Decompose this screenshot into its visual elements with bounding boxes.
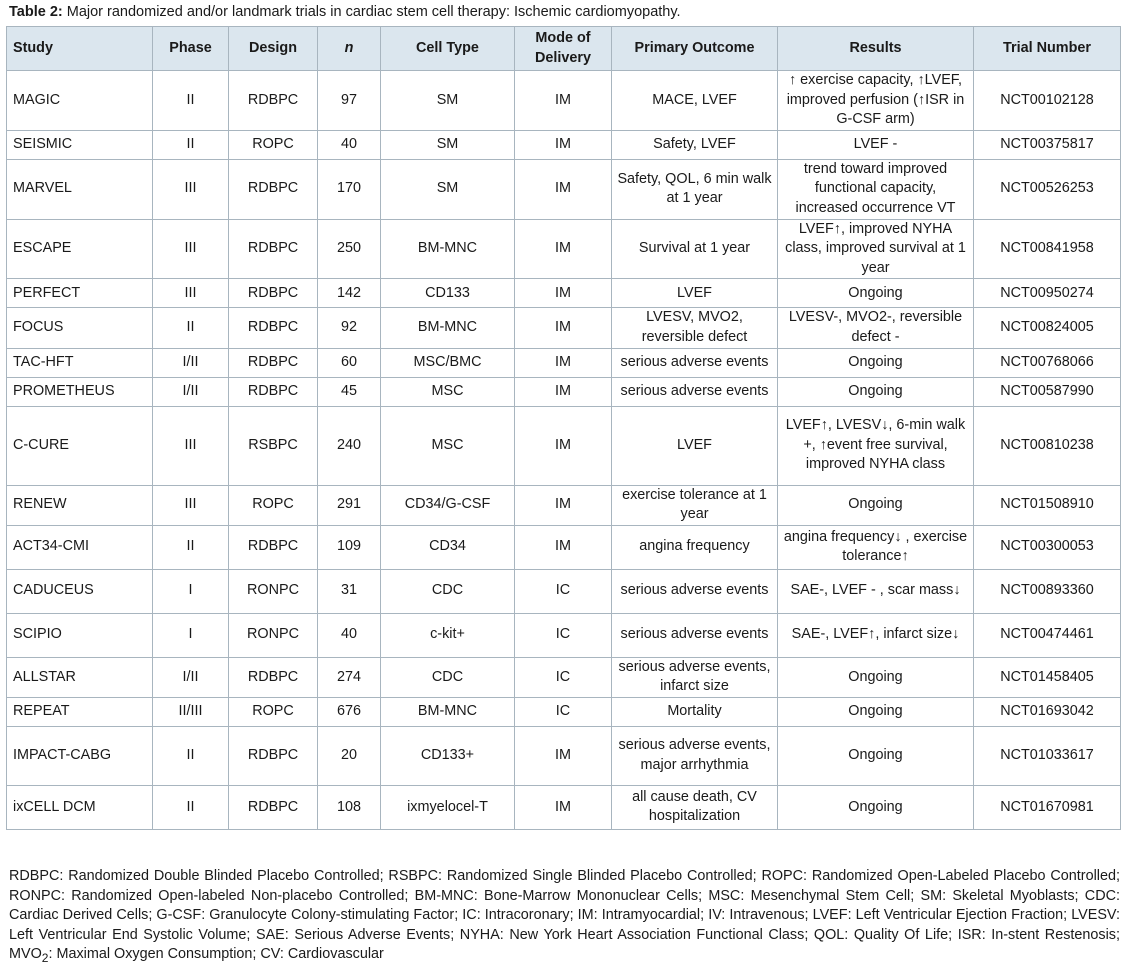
cell-n: 109 <box>318 525 381 569</box>
cell-cell-type: BM-MNC <box>381 697 515 726</box>
cell-study: C-CURE <box>7 406 153 485</box>
cell-phase: II <box>153 525 229 569</box>
cell-cell-type: CDC <box>381 569 515 613</box>
cell-design: RDBPC <box>229 657 318 697</box>
table-row <box>7 726 1121 785</box>
cell-design: ROPC <box>229 130 318 159</box>
cell-design: RDBPC <box>229 71 318 131</box>
cell-phase: III <box>153 279 229 308</box>
cell-design: RDBPC <box>229 525 318 569</box>
cell-design: RONPC <box>229 613 318 657</box>
cell-design: RDBPC <box>229 159 318 219</box>
cell-results: Ongoing <box>778 279 974 308</box>
cell-phase: III <box>153 406 229 485</box>
header-design: Design <box>229 27 318 71</box>
cell-results: LVEF↑, improved NYHA class, improved survival at 1 year <box>778 219 974 279</box>
cell-results: LVESV-, MVO2-, reversible defect - <box>778 308 974 348</box>
cell-trial-number: NCT00474461 <box>974 613 1121 657</box>
table-row <box>7 71 1121 131</box>
cell-phase: II <box>153 308 229 348</box>
cell-results: LVEF - <box>778 130 974 159</box>
cell-mode: IM <box>515 130 612 159</box>
cell-outcome: serious adverse events <box>612 613 778 657</box>
cell-phase: II/III <box>153 697 229 726</box>
cell-trial-number: NCT00841958 <box>974 219 1121 279</box>
cell-cell-type: CDC <box>381 657 515 697</box>
cell-n: 291 <box>318 485 381 525</box>
cell-cell-type: BM-MNC <box>381 219 515 279</box>
cell-design: RDBPC <box>229 219 318 279</box>
cell-n: 676 <box>318 697 381 726</box>
footnote-subscript: 2 <box>41 951 49 966</box>
cell-study: CADUCEUS <box>7 569 153 613</box>
table-row <box>7 348 1121 377</box>
cell-n: 20 <box>318 726 381 785</box>
cell-results: Ongoing <box>778 726 974 785</box>
table-row <box>7 697 1121 726</box>
cell-outcome: MACE, LVEF <box>612 71 778 131</box>
cell-n: 108 <box>318 785 381 829</box>
cell-n: 92 <box>318 308 381 348</box>
table-row <box>7 159 1121 219</box>
cell-phase: I/II <box>153 348 229 377</box>
cell-study: FOCUS <box>7 308 153 348</box>
cell-results: Ongoing <box>778 657 974 697</box>
cell-trial-number: NCT00893360 <box>974 569 1121 613</box>
cell-outcome: exercise tolerance at 1 year <box>612 485 778 525</box>
cell-mode: IM <box>515 348 612 377</box>
cell-study: MAGIC <box>7 71 153 131</box>
cell-outcome: serious adverse events <box>612 348 778 377</box>
header-primary-outcome: Primary Outcome <box>612 27 778 71</box>
cell-design: RDBPC <box>229 726 318 785</box>
cell-n: 142 <box>318 279 381 308</box>
cell-results: ↑ exercise capacity, ↑LVEF, improved perfusion (↑ISR in G-CSF arm) <box>778 71 974 131</box>
cell-cell-type: SM <box>381 159 515 219</box>
cell-cell-type: SM <box>381 71 515 131</box>
cell-cell-type: SM <box>381 130 515 159</box>
cell-cell-type: CD34 <box>381 525 515 569</box>
cell-study: SEISMIC <box>7 130 153 159</box>
cell-trial-number: NCT01670981 <box>974 785 1121 829</box>
cell-outcome: Mortality <box>612 697 778 726</box>
cell-results: trend toward improved functional capacity, increased occurrence VT <box>778 159 974 219</box>
cell-mode: IC <box>515 697 612 726</box>
cell-trial-number: NCT01458405 <box>974 657 1121 697</box>
cell-trial-number: NCT00950274 <box>974 279 1121 308</box>
table-row <box>7 219 1121 279</box>
footnote-text-end: : Maximal Oxygen Consumption; CV: Cardiovascular <box>48 946 384 963</box>
table-row <box>7 485 1121 525</box>
header-trial-number: Trial Number <box>974 27 1121 71</box>
cell-mode: IC <box>515 613 612 657</box>
cell-cell-type: MSC <box>381 406 515 485</box>
cell-trial-number: NCT00768066 <box>974 348 1121 377</box>
cell-outcome: Survival at 1 year <box>612 219 778 279</box>
cell-results: Ongoing <box>778 485 974 525</box>
cell-n: 170 <box>318 159 381 219</box>
header-phase: Phase <box>153 27 229 71</box>
cell-phase: II <box>153 130 229 159</box>
cell-trial-number: NCT00300053 <box>974 525 1121 569</box>
cell-design: ROPC <box>229 697 318 726</box>
cell-mode: IM <box>515 279 612 308</box>
cell-n: 240 <box>318 406 381 485</box>
header-results: Results <box>778 27 974 71</box>
footnote-text: RDBPC: Randomized Double Blinded Placebo Controlled; RSBPC: Randomized Single Blinded Placebo Controlled; ROPC: Randomized Open-Labeled Placebo Controlled; RONPC: Randomized Open-labeled Non-placebo Controlled; BM-MNC: Bone-Marrow Mononuclear Cells; MSC: Mesenchymal Stem Cell; SM: Skeletal Myoblasts; CDC: Cardiac Derived Cells; G-CSF: Granulocyte Colony-stimulating Factor; IC: Intracoronary; IM: Intramyocardial; IV: Intravenous; LVEF: Left Ventricular Ejection Fraction; LVESV: Left Ventricular End Systolic Volume; SAE: Serious Adverse Events; NYHA: New York Heart Association Functional Class; QOL: Quality Of Life; ISR: In-stent Restenosis; MVO <box>9 868 1120 963</box>
cell-mode: IC <box>515 657 612 697</box>
cell-outcome: Safety, QOL, 6 min walk at 1 year <box>612 159 778 219</box>
cell-cell-type: c-kit+ <box>381 613 515 657</box>
table-body <box>7 71 1121 830</box>
cell-results: LVEF↑, LVESV↓, 6-min walk +, ↑event free survival, improved NYHA class <box>778 406 974 485</box>
cell-results: angina frequency↓ , exercise tolerance↑ <box>778 525 974 569</box>
table-row <box>7 785 1121 829</box>
table-row <box>7 279 1121 308</box>
cell-results: Ongoing <box>778 697 974 726</box>
header-row <box>7 27 1121 71</box>
cell-cell-type: ixmyelocel-T <box>381 785 515 829</box>
cell-results: Ongoing <box>778 377 974 406</box>
cell-phase: III <box>153 219 229 279</box>
table-row <box>7 569 1121 613</box>
cell-mode: IM <box>515 785 612 829</box>
cell-outcome: LVESV, MVO2, reversible defect <box>612 308 778 348</box>
table-row <box>7 613 1121 657</box>
cell-results: SAE-, LVEF↑, infarct size↓ <box>778 613 974 657</box>
table-row <box>7 130 1121 159</box>
cell-study: ixCELL DCM <box>7 785 153 829</box>
cell-study: PERFECT <box>7 279 153 308</box>
cell-mode: IM <box>515 726 612 785</box>
caption-text: Major randomized and/or landmark trials in cardiac stem cell therapy: Ischemic cardiomyopathy. <box>62 4 681 20</box>
cell-outcome: LVEF <box>612 279 778 308</box>
cell-outcome: LVEF <box>612 406 778 485</box>
cell-n: 274 <box>318 657 381 697</box>
cell-n: 250 <box>318 219 381 279</box>
table-row <box>7 525 1121 569</box>
cell-cell-type: CD133+ <box>381 726 515 785</box>
cell-mode: IM <box>515 525 612 569</box>
trials-table <box>6 26 1121 830</box>
cell-n: 45 <box>318 377 381 406</box>
cell-design: RDBPC <box>229 279 318 308</box>
cell-mode: IC <box>515 569 612 613</box>
cell-phase: I/II <box>153 377 229 406</box>
cell-outcome: serious adverse events <box>612 569 778 613</box>
cell-mode: IM <box>515 377 612 406</box>
cell-trial-number: NCT00824005 <box>974 308 1121 348</box>
cell-n: 60 <box>318 348 381 377</box>
cell-cell-type: BM-MNC <box>381 308 515 348</box>
cell-phase: II <box>153 726 229 785</box>
header-n: n <box>318 27 381 71</box>
cell-results: Ongoing <box>778 348 974 377</box>
cell-study: RENEW <box>7 485 153 525</box>
cell-outcome: all cause death, CV hospitalization <box>612 785 778 829</box>
cell-study: ALLSTAR <box>7 657 153 697</box>
cell-study: PROMETHEUS <box>7 377 153 406</box>
cell-study: MARVEL <box>7 159 153 219</box>
cell-n: 97 <box>318 71 381 131</box>
cell-trial-number: NCT01693042 <box>974 697 1121 726</box>
cell-study: REPEAT <box>7 697 153 726</box>
cell-design: RDBPC <box>229 377 318 406</box>
cell-phase: I <box>153 569 229 613</box>
cell-mode: IM <box>515 219 612 279</box>
cell-phase: III <box>153 485 229 525</box>
cell-n: 40 <box>318 613 381 657</box>
cell-mode: IM <box>515 485 612 525</box>
cell-trial-number: NCT00102128 <box>974 71 1121 131</box>
cell-design: RDBPC <box>229 348 318 377</box>
cell-trial-number: NCT00526253 <box>974 159 1121 219</box>
cell-trial-number: NCT01033617 <box>974 726 1121 785</box>
cell-cell-type: CD34/G-CSF <box>381 485 515 525</box>
cell-n: 40 <box>318 130 381 159</box>
cell-phase: III <box>153 159 229 219</box>
cell-phase: II <box>153 71 229 131</box>
cell-mode: IM <box>515 71 612 131</box>
caption-label: Table 2: <box>9 4 63 20</box>
cell-outcome: Safety, LVEF <box>612 130 778 159</box>
cell-trial-number: NCT00375817 <box>974 130 1121 159</box>
cell-study: ACT34-CMI <box>7 525 153 569</box>
cell-mode: IM <box>515 159 612 219</box>
cell-outcome: serious adverse events, major arrhythmia <box>612 726 778 785</box>
header-cell-type: Cell Type <box>381 27 515 71</box>
cell-design: RONPC <box>229 569 318 613</box>
cell-cell-type: MSC/BMC <box>381 348 515 377</box>
cell-design: RDBPC <box>229 785 318 829</box>
cell-phase: I/II <box>153 657 229 697</box>
cell-n: 31 <box>318 569 381 613</box>
table-row <box>7 406 1121 485</box>
footnote <box>9 867 1120 969</box>
cell-mode: IM <box>515 406 612 485</box>
cell-outcome: serious adverse events, infarct size <box>612 657 778 697</box>
cell-outcome: serious adverse events <box>612 377 778 406</box>
table-caption <box>9 3 681 21</box>
cell-study: TAC-HFT <box>7 348 153 377</box>
cell-design: RSBPC <box>229 406 318 485</box>
cell-study: SCIPIO <box>7 613 153 657</box>
cell-study: ESCAPE <box>7 219 153 279</box>
header-study: Study <box>7 27 153 71</box>
cell-design: RDBPC <box>229 308 318 348</box>
cell-trial-number: NCT00587990 <box>974 377 1121 406</box>
header-mode-of-delivery: Mode of Delivery <box>515 27 612 71</box>
cell-phase: I <box>153 613 229 657</box>
cell-results: Ongoing <box>778 785 974 829</box>
table-row <box>7 308 1121 348</box>
cell-cell-type: MSC <box>381 377 515 406</box>
cell-trial-number: NCT00810238 <box>974 406 1121 485</box>
cell-phase: II <box>153 785 229 829</box>
cell-cell-type: CD133 <box>381 279 515 308</box>
cell-trial-number: NCT01508910 <box>974 485 1121 525</box>
cell-outcome: angina frequency <box>612 525 778 569</box>
cell-results: SAE-, LVEF - , scar mass↓ <box>778 569 974 613</box>
cell-design: ROPC <box>229 485 318 525</box>
table-row <box>7 377 1121 406</box>
cell-mode: IM <box>515 308 612 348</box>
table-row <box>7 657 1121 697</box>
cell-study: IMPACT-CABG <box>7 726 153 785</box>
